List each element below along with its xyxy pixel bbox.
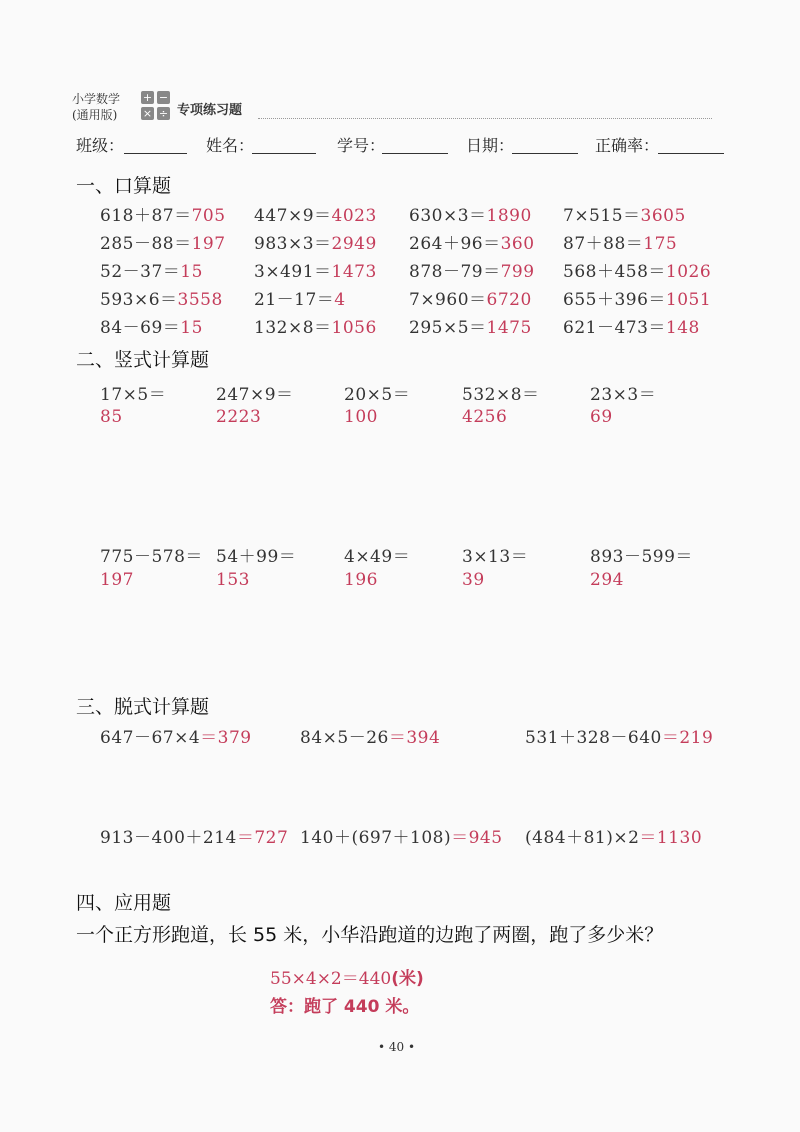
oral-item: 87＋88＝175 (563, 234, 678, 254)
answer-line: 答：跑了 440 米。 (270, 997, 420, 1017)
oral-item: 7×515＝3605 (563, 206, 686, 226)
oral-item: 983×3＝2949 (254, 234, 377, 254)
oral-item: 295×5＝1475 (409, 318, 532, 338)
answer: 3605 (640, 206, 686, 226)
section-word-problem-title: 四、应用题 (76, 892, 172, 914)
vertical-question: 54＋99＝ (216, 547, 297, 567)
oral-item: 630×3＝1890 (409, 206, 532, 226)
date-label: 日期： (466, 136, 515, 155)
answer: 4 (334, 290, 346, 310)
class-label: 班级： (76, 136, 125, 155)
oral-item: 621－473＝148 (563, 318, 700, 338)
answer: 4023 (331, 206, 377, 226)
solution-line: 55×4×2＝440(米) (270, 969, 424, 989)
oral-item: 655＋396＝1051 (563, 290, 712, 310)
answer: 1056 (331, 318, 377, 338)
vertical-question: 893－599＝ (590, 547, 693, 567)
minus-icon: − (158, 91, 169, 104)
answer: 197 (191, 234, 226, 254)
name-field[interactable] (252, 153, 316, 154)
answer: 3558 (177, 290, 223, 310)
topic-title: 专项练习题 (177, 103, 243, 118)
section-vertical-title: 二、竖式计算题 (76, 349, 210, 371)
answer: 705 (191, 206, 226, 226)
vertical-question: 20×5＝ (344, 385, 411, 405)
vertical-question: 532×8＝ (462, 385, 540, 405)
stepwise-item: 647－67×4＝379 (100, 728, 252, 748)
vertical-question: 775－578＝ (100, 547, 203, 567)
header-divider (258, 118, 712, 119)
answer: ＝945 (451, 828, 503, 848)
brand-line2: (通用版) (72, 108, 118, 122)
stepwise-item: 140＋(697＋108)＝945 (300, 828, 503, 848)
brand-line1: 小学数学 (72, 92, 121, 106)
oral-item: 264＋96＝360 (409, 234, 535, 254)
oral-item: 593×6＝3558 (100, 290, 223, 310)
answer: 1890 (486, 206, 532, 226)
oral-item: 21－17＝4 (254, 290, 346, 310)
vertical-answer: 197 (100, 570, 134, 590)
times-icon: × (142, 107, 153, 120)
accuracy-label: 正确率： (595, 136, 660, 155)
answer: 799 (500, 262, 535, 282)
vertical-answer: 85 (100, 407, 123, 427)
plus-icon: + (142, 91, 153, 104)
vertical-answer: 294 (590, 570, 624, 590)
vertical-question: 23×3＝ (590, 385, 657, 405)
answer: 1473 (331, 262, 377, 282)
stepwise-item: 531＋328－640＝219 (525, 728, 714, 748)
accuracy-field[interactable] (658, 153, 724, 154)
stepwise-item: (484＋81)×2＝1130 (525, 828, 703, 848)
stepwise-item: 913－400＋214＝727 (100, 828, 289, 848)
vertical-answer: 196 (344, 570, 378, 590)
divide-icon: ÷ (158, 107, 169, 120)
name-label: 姓名： (206, 136, 255, 155)
oral-item: 447×9＝4023 (254, 206, 377, 226)
vertical-answer: 153 (216, 570, 250, 590)
answer: 15 (180, 262, 203, 282)
answer: ＝1130 (639, 828, 703, 848)
class-field[interactable] (124, 153, 187, 154)
student-id-label: 学号： (337, 136, 386, 155)
oral-item: 84－69＝15 (100, 318, 203, 338)
vertical-answer: 100 (344, 407, 378, 427)
page-number: • 40 • (378, 1040, 416, 1054)
answer: ＝219 (661, 728, 714, 748)
date-field[interactable] (512, 153, 578, 154)
section-stepwise-title: 三、脱式计算题 (76, 696, 210, 718)
oral-item: 285－88＝197 (100, 234, 226, 254)
answer: 148 (665, 318, 700, 338)
vertical-answer: 2223 (216, 407, 262, 427)
answer: 1051 (665, 290, 712, 310)
vertical-answer: 69 (590, 407, 613, 427)
oral-item: 132×8＝1056 (254, 318, 377, 338)
student-id-field[interactable] (382, 153, 448, 154)
oral-item: 618＋87＝705 (100, 206, 226, 226)
oral-item: 7×960＝6720 (409, 290, 532, 310)
answer: ＝394 (388, 728, 441, 748)
oral-item: 568＋458＝1026 (563, 262, 712, 282)
answer: 15 (180, 318, 203, 338)
vertical-question: 17×5＝ (100, 385, 167, 405)
answer: ＝727 (236, 828, 289, 848)
word-problem-question: 一个正方形跑道，长 55 米，小华沿跑道的边跑了两圈，跑了多少米？ (76, 924, 664, 946)
vertical-question: 247×9＝ (216, 385, 294, 405)
answer: 6720 (486, 290, 532, 310)
vertical-question: 3×13＝ (462, 547, 529, 567)
vertical-answer: 4256 (462, 407, 508, 427)
answer: 360 (500, 234, 535, 254)
oral-item: 3×491＝1473 (254, 262, 377, 282)
vertical-question: 4×49＝ (344, 547, 411, 567)
answer: 1475 (486, 318, 532, 338)
answer: 2949 (331, 234, 377, 254)
stepwise-item: 84×5－26＝394 (300, 728, 441, 748)
oral-item: 878－79＝799 (409, 262, 535, 282)
section-oral-title: 一、口算题 (76, 175, 172, 197)
answer: 1026 (665, 262, 712, 282)
vertical-answer: 39 (462, 570, 485, 590)
answer: 175 (643, 234, 678, 254)
answer: ＝379 (200, 728, 252, 748)
oral-item: 52－37＝15 (100, 262, 203, 282)
